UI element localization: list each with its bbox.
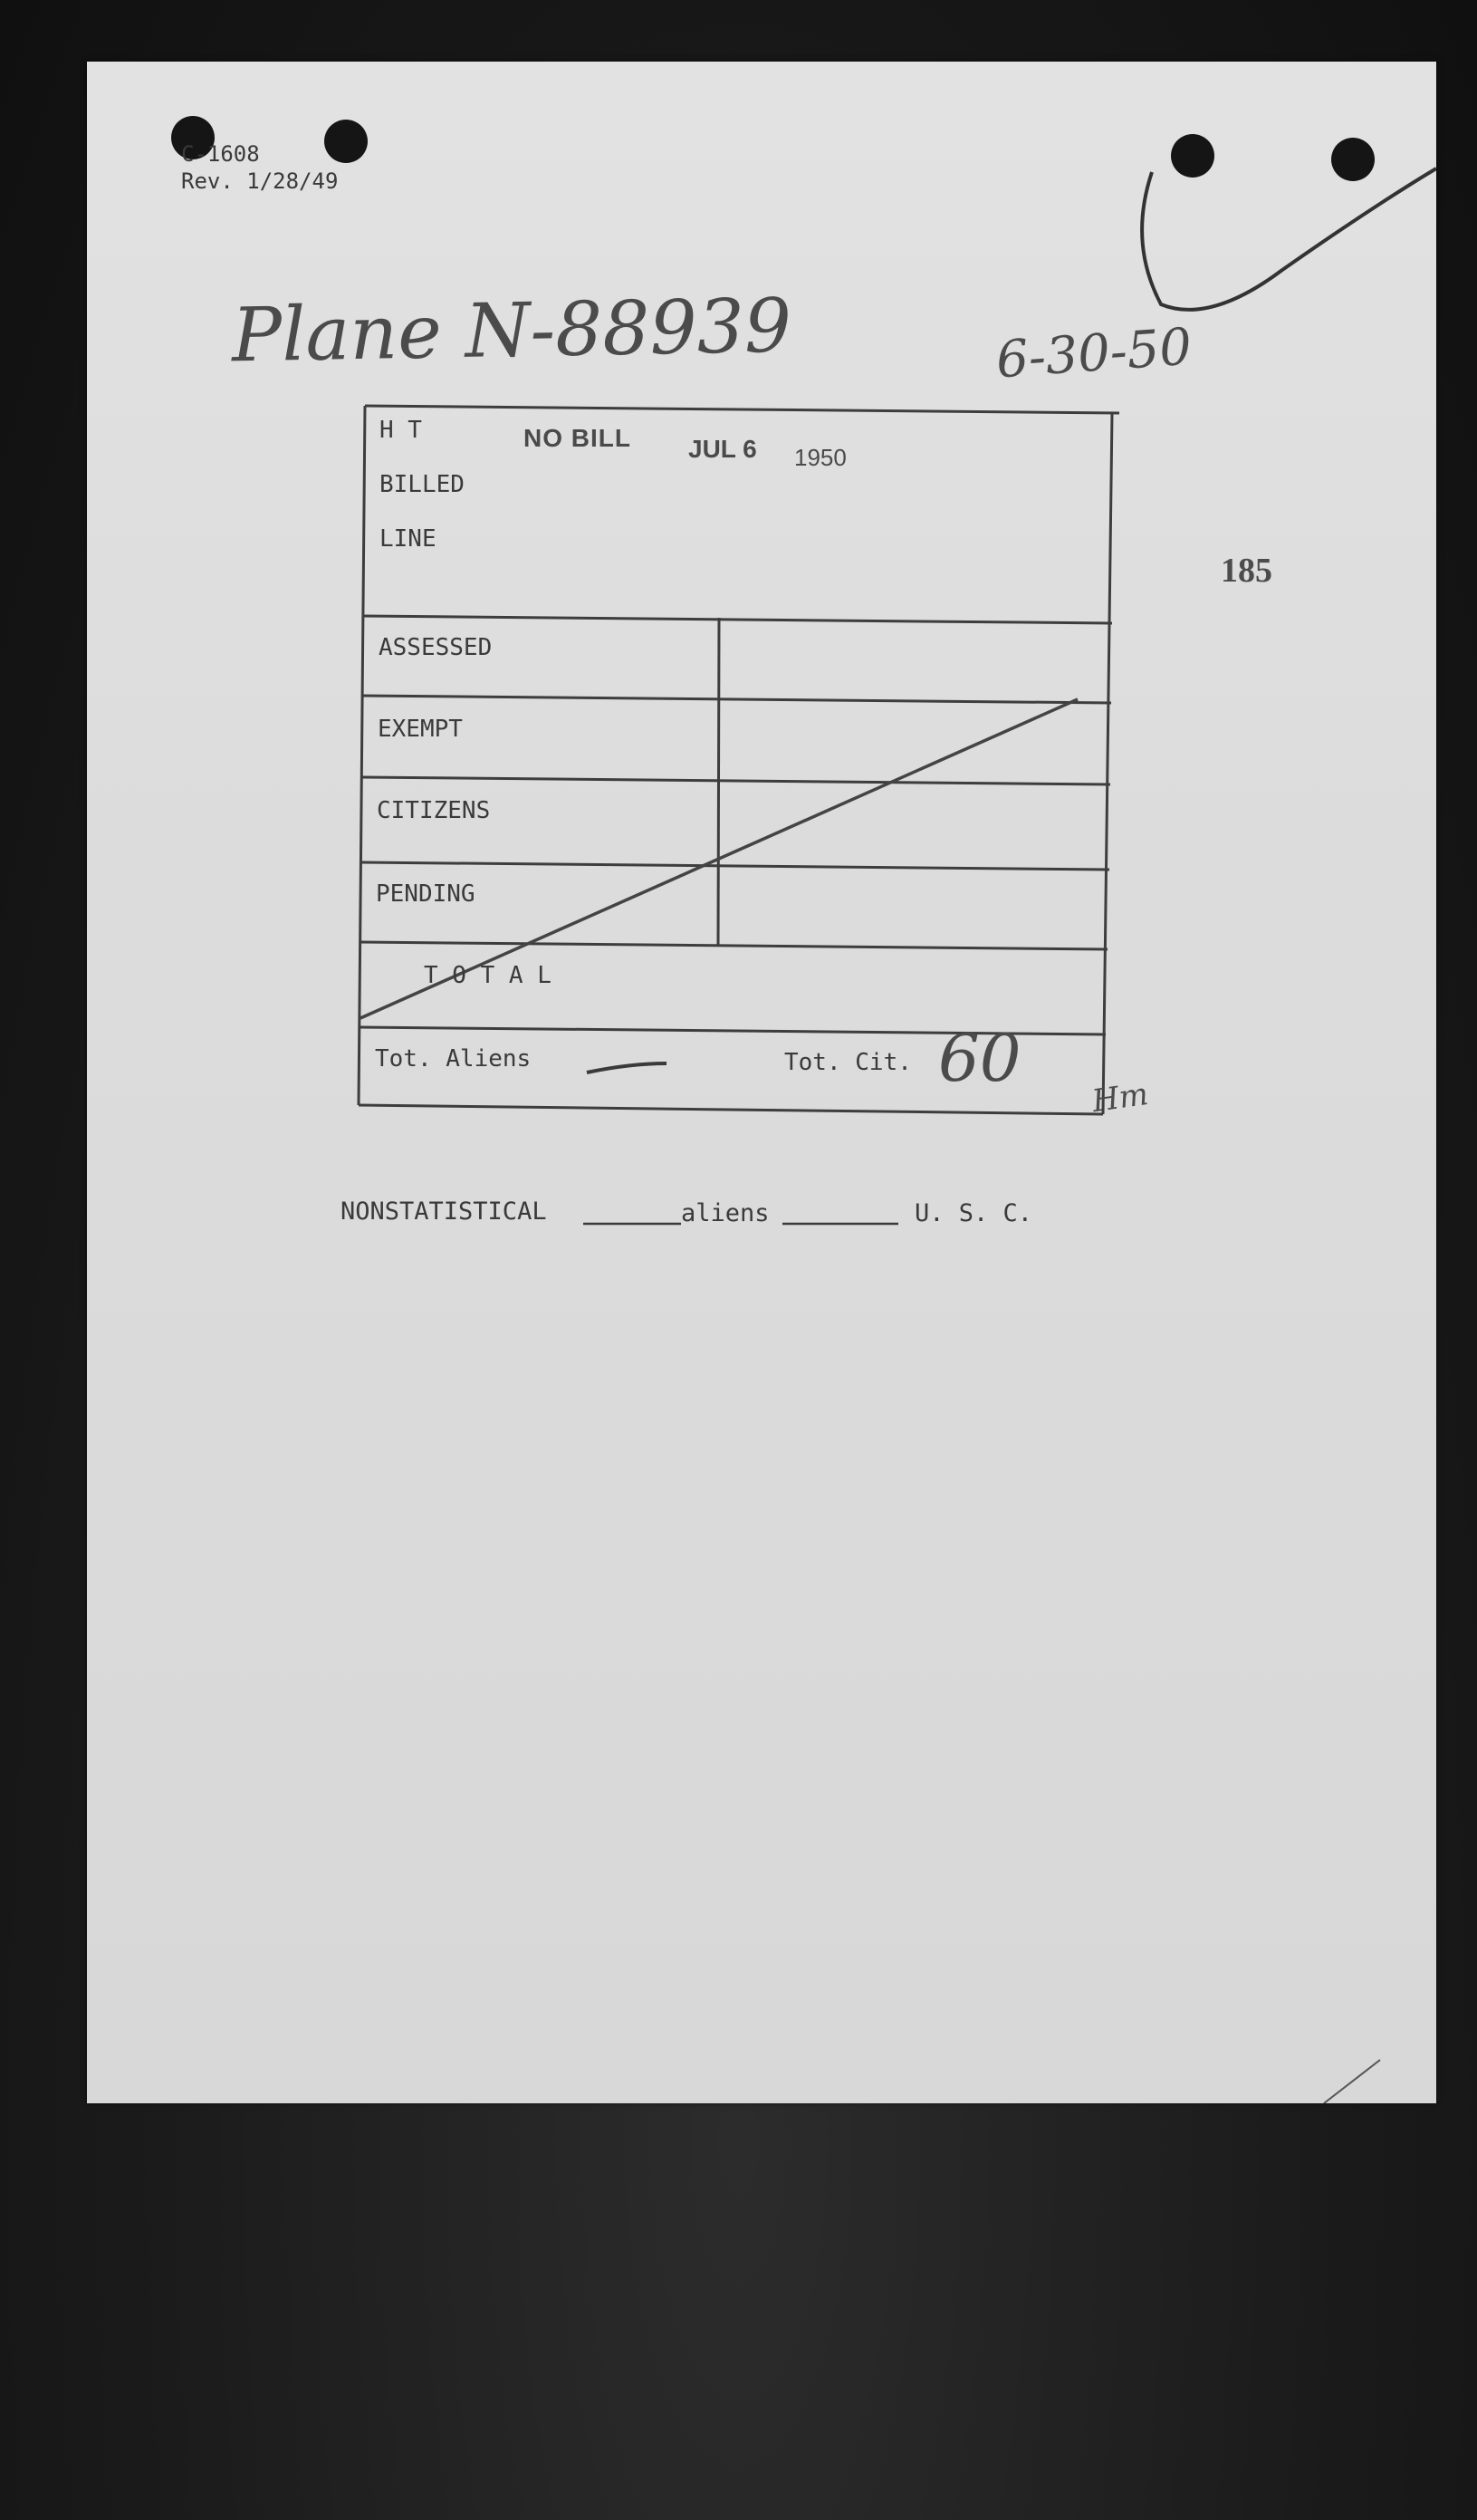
header-line-billed: BILLED — [379, 471, 465, 498]
total-label: T O T A L — [424, 962, 551, 989]
row-label-assessed: ASSESSED — [379, 634, 493, 661]
row-separator — [362, 777, 1110, 784]
no-bill-stamp: NO BILL — [523, 424, 631, 452]
row-label-citizens: CITIZENS — [377, 797, 491, 824]
tot-aliens-dash — [587, 1063, 667, 1072]
handwritten-initials: Hm — [1089, 1075, 1151, 1121]
tot-aliens-label: Tot. Aliens — [375, 1045, 532, 1072]
table-grid — [87, 62, 1436, 2103]
header-line-line: LINE — [379, 525, 436, 553]
aliens-label: aliens — [681, 1199, 770, 1227]
document-page — [87, 62, 1436, 2103]
check-mark — [1142, 168, 1436, 310]
handwritten-date: 6-30-50 — [993, 317, 1194, 390]
form-number: C-1608 — [181, 141, 260, 167]
row-separator — [360, 942, 1108, 949]
header-line-ht: H T — [379, 417, 422, 444]
year-stamp: 1950 — [794, 444, 847, 471]
form-revision: Rev. 1/28/49 — [181, 168, 339, 194]
table-left-border — [359, 406, 365, 1105]
table-top-border — [365, 406, 1119, 413]
row-separator — [364, 616, 1112, 623]
row-separator — [363, 696, 1111, 703]
usc-label: U. S. C. — [915, 1199, 1033, 1227]
column-divider — [718, 618, 719, 946]
table-right-border — [1103, 413, 1112, 1114]
table-bottom-border — [359, 1105, 1103, 1114]
corner-mark — [1324, 2060, 1380, 2103]
row-label-exempt: EXEMPT — [378, 716, 463, 743]
tot-cit-label: Tot. Cit. — [784, 1049, 912, 1076]
row-separator — [361, 862, 1109, 870]
date-stamp: JUL 6 — [688, 435, 757, 463]
handwritten-total-citizens: 60 — [938, 1020, 1021, 1096]
page-number: 185 — [1221, 552, 1272, 590]
nonstatistical-label: NONSTATISTICAL — [340, 1197, 547, 1226]
handwritten-vessel: Plane N-88939 — [231, 283, 792, 380]
row-label-pending: PENDING — [376, 880, 475, 908]
